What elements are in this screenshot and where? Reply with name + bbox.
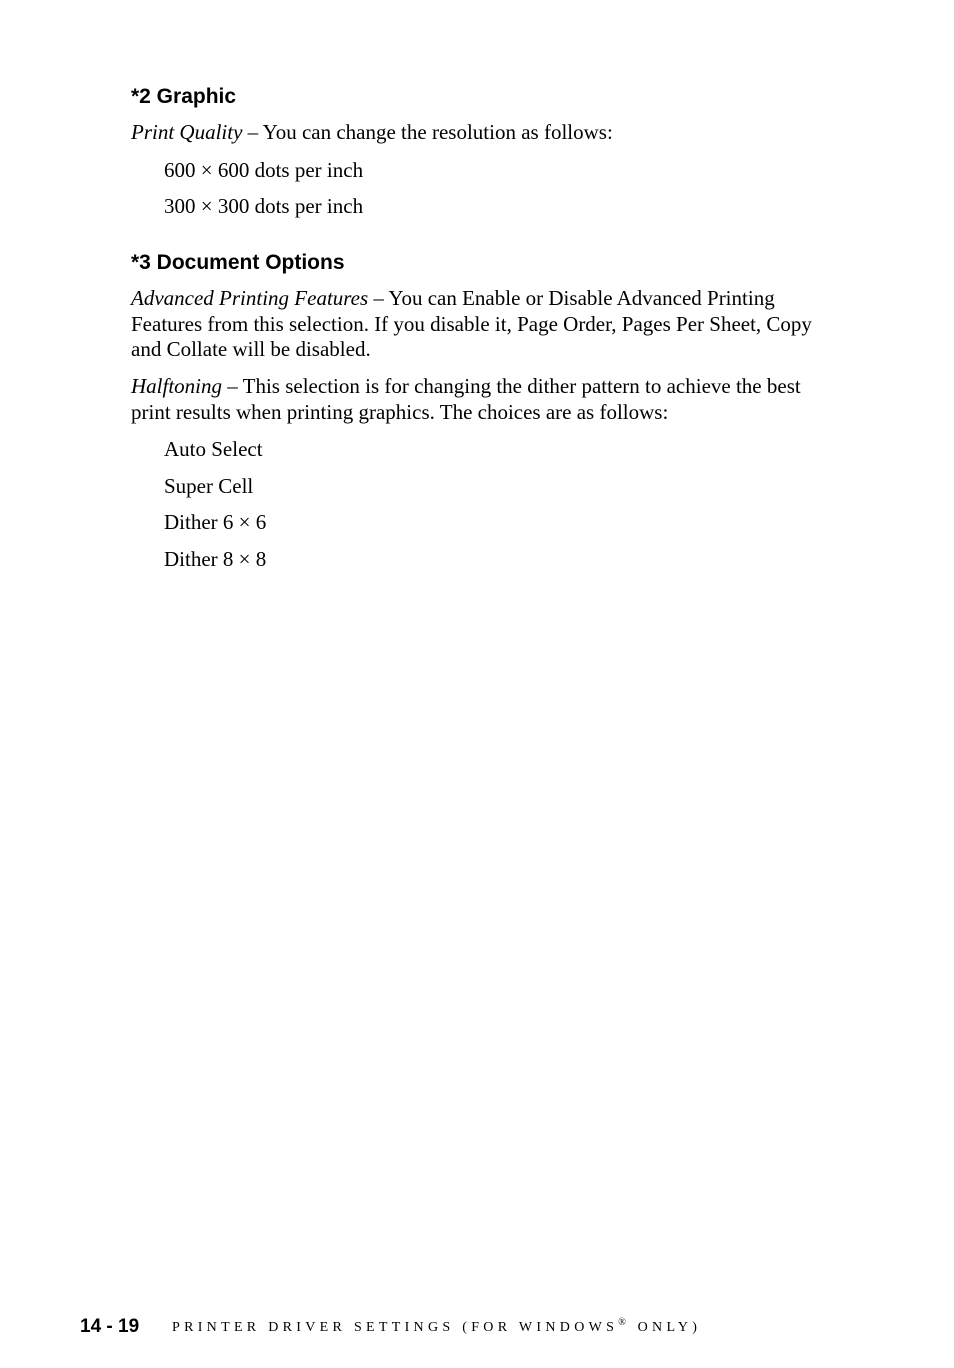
print-quality-description [131, 120, 843, 146]
halftoning-choice: Auto Select [164, 437, 263, 461]
halftoning-term: Halftoning [131, 374, 223, 398]
registered-mark: ® [618, 1317, 626, 1328]
print-quality-term: Print Quality [131, 120, 243, 144]
page-number: 14 - 19 [80, 1316, 140, 1337]
halftoning-choice: Dither 8 × 8 [164, 547, 267, 571]
footer-title-part1: PRINTER DRIVER SETTINGS (FOR WINDOWS [172, 1320, 619, 1335]
running-footer-title [172, 1318, 701, 1338]
advanced-printing-text: – You can Enable or Disable Advanced Printing Features from this selection. If you disable it, Page Order, Pages Per Sheet, Copy and Collate will be disabled. [131, 286, 812, 361]
halftoning-choice: Super Cell [164, 474, 254, 498]
halftoning-choice: Dither 6 × 6 [164, 510, 267, 534]
resolution-item: 600 × 600 dots per inch [164, 158, 364, 182]
footer-title-part2: ONLY) [629, 1320, 702, 1335]
heading-document-options: *3 Document Options [131, 251, 345, 274]
advanced-printing-term: Advanced Printing Features [131, 286, 369, 310]
print-quality-text: – You can change the resolution as follows: [242, 120, 613, 144]
halftoning-text: – This selection is for changing the dither pattern to achieve the best print results when printing graphics. The choices are as follows: [131, 374, 801, 424]
resolution-item: 300 × 300 dots per inch [164, 194, 364, 218]
heading-graphic: *2 Graphic [131, 85, 237, 108]
halftoning-description [131, 374, 843, 425]
advanced-printing-description [131, 286, 843, 363]
